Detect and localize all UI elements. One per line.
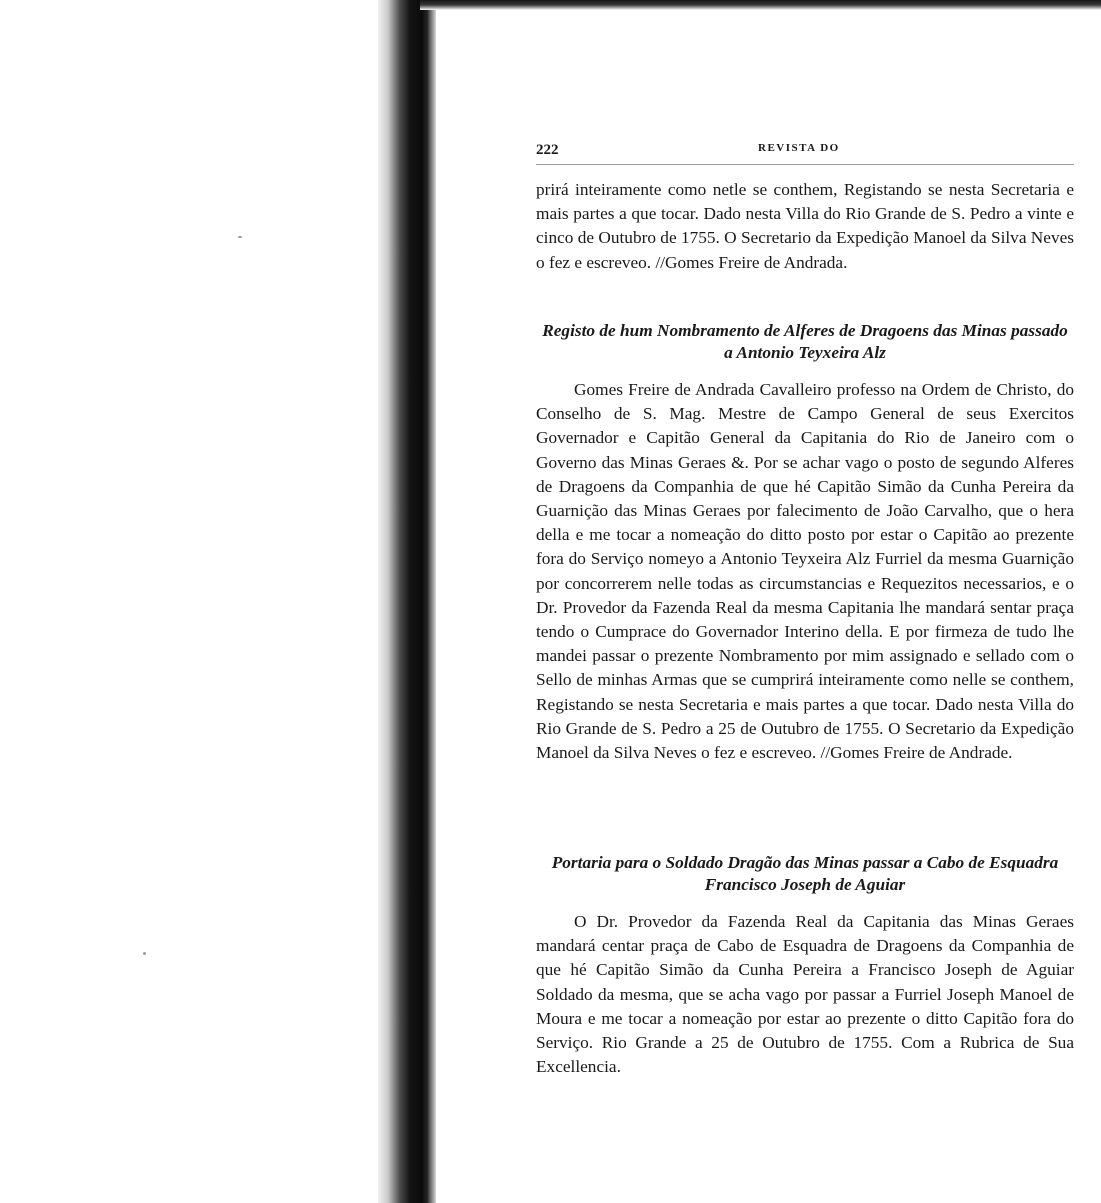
page-number: 222: [536, 142, 559, 158]
section-heading-portaria: Portaria para o Soldado Dragão das Minas passar a Cabo de Esquadra Francisco Joseph de Aguiar: [551, 853, 1059, 894]
section-portaria: [536, 852, 1074, 1079]
continued-paragraph: prirá inteiramente como netle se conthem, Registando se nesta Secretaria e mais partes a que tocar. Dado nesta Villa do Rio Grande de S. Pedro a vinte e cinco de Outubro de 1755. O Secretario da Expedição Manoel da Silva Neves o fez e escreveo. //Gomes Freire de Andrada.: [536, 180, 1074, 272]
scan-speck: [238, 236, 242, 238]
section-nombramento: [536, 320, 1074, 765]
section-heading-nombramento: Registo de hum Nombramento de Alferes de Dragoens das Minas passado a Antonio Teyxeira Alz: [542, 321, 1068, 362]
page-edge: [428, 0, 436, 1203]
running-head: [536, 140, 1074, 165]
scan-speck: [143, 952, 146, 955]
section-body-nombramento: Gomes Freire de Andrada Cavalleiro professo na Ordem de Christo, do Conselho de S. Mag. Mestre de Campo General de seus Exercitos Governador e Capitão General da Capitania do Rio de Janeiro com o Governo das Minas Geraes &. Por se achar vago o posto de segundo Alferes de Dragoens da Companhia de que hé Capitão Simão da Cunha Pereira da Guarnição das Minas Geraes por falecimento de João Carvalho, que o hera della e me tocar a nomeação do ditto posto por estar o Capitão ao prezente fora do Serviço nomeyo a Antonio Teyxeira Alz Furriel da mesma Guarnição por concorrerem nelle todas as circumstancias e Requezitos necessarios, e o Dr. Provedor da Fazenda Real da mesma Capitania lhe mandará sentar praça tendo o Cumprace do Governador Interino della. E por firmeza de tudo lhe mandei passar o prezente Nombramento por mim assignado e sellado com o Sello de minhas Armas que se cumprirá inteiramente como nelle se conthem, Registando se nesta Secretaria e mais partes a que tocar. Dado nesta Villa do Rio Grande de S. Pedro a 25 de Outubro de 1755. O Secretario da Expedição Manoel da Silva Neves o fez e escreveo. //Gomes Freire de Andrade.: [536, 380, 1074, 763]
continued-paragraph-block: [536, 178, 1074, 275]
left-blank-margin: [0, 0, 378, 1203]
running-head-title: REVISTA DO: [758, 142, 840, 154]
top-scan-edge: [420, 0, 1101, 10]
section-body-portaria: O Dr. Provedor da Fazenda Real da Capitania das Minas Geraes mandará centar praça de Cabo de Esquadra de Dragoens da Companhia de que hé Capitão Simão da Cunha Pereira a Francisco Joseph de Aguiar Soldado da mesma, que se acha vago por passar a Furriel Joseph Manoel de Moura e me tocar a nomeação por estar ao prezente o ditto Capitão fora do Serviço. Rio Grande a 25 de Outubro de 1755. Com a Rubrica de Sua Excellencia.: [536, 912, 1074, 1077]
book-spine-shadow: [378, 0, 428, 1203]
